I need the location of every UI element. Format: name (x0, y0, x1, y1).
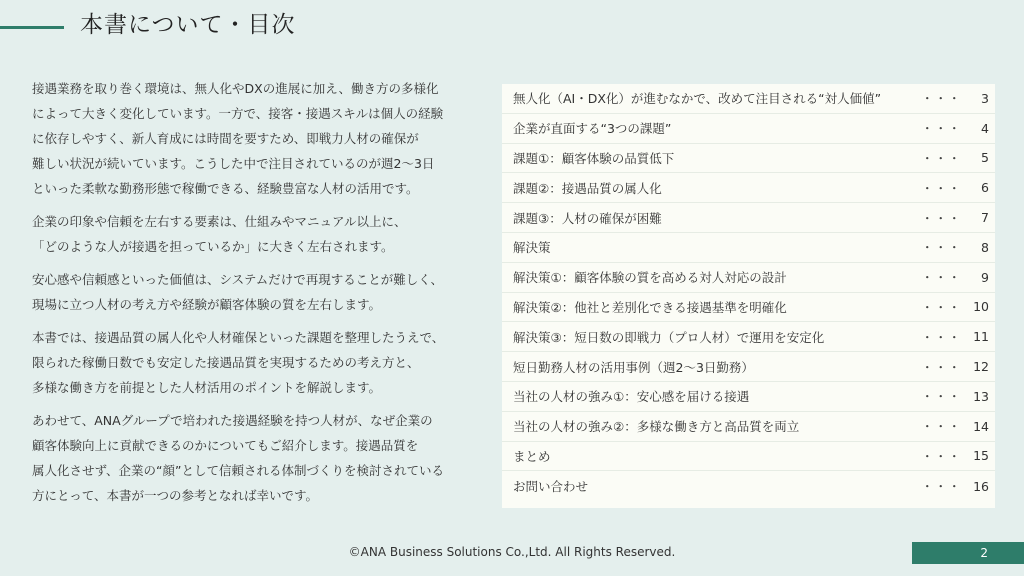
toc-item-label: 解決策①：顧客体験の質を高める対人対応の設計 (513, 270, 787, 286)
toc-item-page: 8 (981, 239, 989, 255)
toc-leader-dots: ・・・ (921, 121, 962, 137)
toc-leader-dots: ・・・ (921, 91, 962, 107)
toc-item-label: 短日勤務人材の活用事例（週2～3日勤務） (513, 359, 754, 375)
table-of-contents (502, 84, 995, 508)
toc-item-label: 課題②：接遇品質の属人化 (513, 180, 662, 196)
intro-text (32, 76, 494, 516)
toc-item[interactable] (502, 352, 995, 382)
toc-item-page: 4 (981, 120, 989, 136)
toc-item[interactable] (502, 203, 995, 233)
toc-leader-dots: ・・・ (921, 329, 962, 345)
toc-item[interactable] (502, 263, 995, 293)
toc-leader-dots: ・・・ (921, 270, 962, 286)
toc-item-page: 16 (973, 478, 989, 494)
intro-paragraph (32, 267, 494, 317)
intro-line: 「どのような人が接遇を担っているか」に大きく左右されます。 (32, 239, 394, 254)
toc-leader-dots: ・・・ (921, 359, 962, 375)
toc-leader-dots: ・・・ (921, 448, 962, 464)
intro-line: 本書では、接遇品質の属人化や人材確保といった課題を整理したうえで、 (32, 330, 445, 345)
toc-item-page: 11 (973, 329, 989, 345)
toc-leader-dots: ・・・ (921, 479, 962, 495)
toc-item[interactable] (502, 471, 995, 501)
toc-item[interactable] (502, 293, 995, 323)
toc-item-label: お問い合わせ (513, 479, 589, 495)
toc-item[interactable] (502, 173, 995, 203)
toc-item-label: 課題③：人材の確保が困難 (513, 210, 662, 226)
toc-item-page: 6 (981, 180, 989, 196)
toc-item-page: 5 (981, 150, 989, 166)
intro-line: 企業の印象や信頼を左右する要素は、仕組みやマニュアル以上に、 (32, 214, 407, 229)
toc-item[interactable] (502, 233, 995, 263)
intro-line: に依存しやすく、新人育成には時間を要すため、即戦力人材の確保が (32, 131, 419, 146)
intro-line: 限られた稼働日数でも安定した接遇品質を実現するための考え方と、 (32, 355, 420, 370)
intro-paragraph (32, 408, 494, 508)
toc-item[interactable] (502, 442, 995, 472)
toc-leader-dots: ・・・ (921, 419, 962, 435)
intro-line: 現場に立つ人材の考え方や経験が顧客体験の質を左右します。 (32, 297, 382, 312)
toc-item-label: 課題①：顧客体験の品質低下 (513, 150, 675, 166)
toc-item-label: 解決策②：他社と差別化できる接遇基準を明確化 (513, 299, 787, 315)
toc-leader-dots: ・・・ (921, 210, 962, 226)
toc-item[interactable] (502, 382, 995, 412)
toc-leader-dots: ・・・ (921, 240, 962, 256)
toc-item-page: 9 (981, 269, 989, 285)
toc-item[interactable] (502, 84, 995, 114)
toc-leader-dots: ・・・ (921, 299, 962, 315)
toc-item-label: まとめ (513, 448, 551, 464)
intro-line: 属人化させず、企業の“顔”として信頼される体制づくりを検討されている (32, 463, 444, 478)
toc-item-label: 当社の人材の強み②：多様な働き方と高品質を両立 (513, 419, 800, 435)
intro-line: によって大きく変化しています。一方で、接客・接遇スキルは個人の経験 (32, 106, 444, 121)
intro-line: 難しい状況が続いています。こうした中で注目されているのが週2～3日 (32, 156, 435, 171)
title-accent-bar (0, 26, 64, 29)
page-title: 本書について・目次 (80, 12, 296, 38)
intro-line: 多様な働き方を前提とした人材活用のポイントを解説します。 (32, 380, 382, 395)
toc-item-page: 3 (981, 90, 989, 106)
intro-paragraph (32, 76, 494, 201)
intro-line: あわせて、ANAグループで培われた接遇経験を持つ人材が、なぜ企業の (32, 413, 433, 428)
page-number: 2 (980, 546, 988, 560)
intro-line: 顧客体験向上に貢献できるのかについてもご紹介します。接遇品質を (32, 438, 419, 453)
toc-item-page: 14 (973, 418, 989, 434)
toc-item-label: 解決策③：短日数の即戦力（プロ人材）で運用を安定化 (513, 329, 825, 345)
intro-line: といった柔軟な勤務形態で稼働できる、経験豊富な人材の活用です。 (32, 181, 419, 196)
intro-line: 接遇業務を取り巻く環境は、無人化やDXの進展に加え、働き方の多様化 (32, 81, 439, 96)
toc-leader-dots: ・・・ (921, 389, 962, 405)
toc-item-page: 13 (973, 388, 989, 404)
toc-leader-dots: ・・・ (921, 180, 962, 196)
toc-item-label: 解決策 (513, 240, 551, 256)
toc-item-label: 無人化（AI・DX化）が進むなかで、改めて注目される“対人価値” (513, 91, 882, 107)
toc-item-label: 企業が直面する“3つの課題” (513, 121, 672, 137)
toc-item-page: 12 (973, 359, 989, 375)
toc-item[interactable] (502, 412, 995, 442)
toc-item[interactable] (502, 322, 995, 352)
toc-item[interactable] (502, 144, 995, 174)
page-number-badge (912, 542, 1024, 564)
toc-item-page: 15 (973, 448, 989, 464)
toc-leader-dots: ・・・ (921, 150, 962, 166)
intro-line: 安心感や信頼感といった価値は、システムだけで再現することが難しく、 (32, 272, 444, 287)
toc-item-label: 当社の人材の強み①：安心感を届ける接遇 (513, 389, 750, 405)
intro-line: 方にとって、本書が一つの参考となれば幸いです。 (32, 488, 319, 503)
toc-item-page: 7 (981, 210, 989, 226)
toc-item-page: 10 (973, 299, 989, 315)
intro-paragraph (32, 325, 494, 400)
copyright-text: ©ANA Business Solutions Co.,Ltd. All Rights Reserved. (348, 545, 676, 559)
toc-item[interactable] (502, 114, 995, 144)
intro-paragraph (32, 209, 494, 259)
